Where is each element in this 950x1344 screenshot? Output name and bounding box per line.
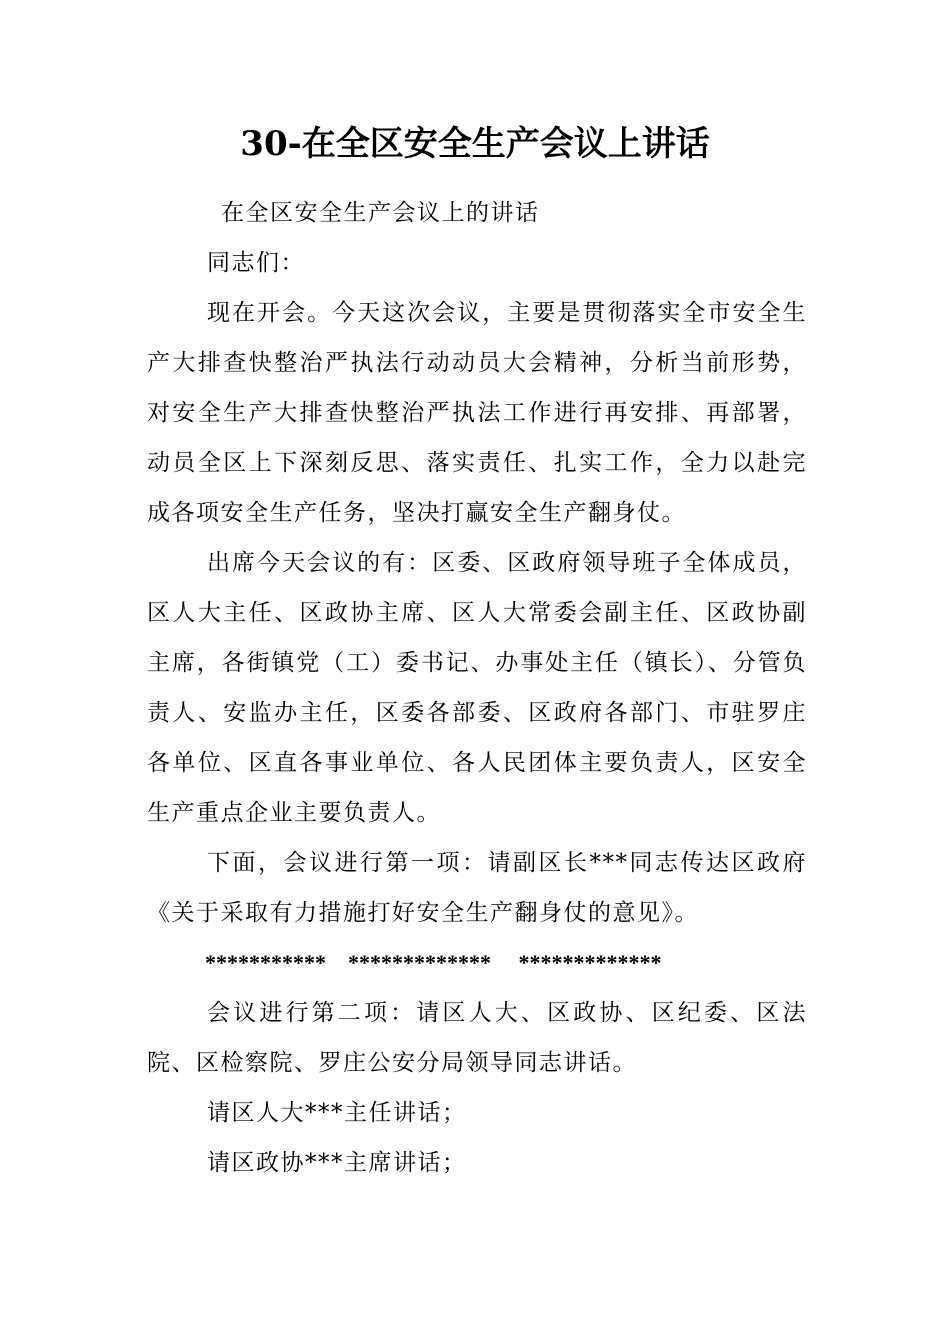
document-body bbox=[147, 188, 807, 1188]
speaker-line: 请区政协***主席讲话； bbox=[207, 1150, 467, 1176]
attendees-paragraph: 出席今天会议的有：区委、区政府领导班子全体成员，区人大主任、区政协主席、区人大常委会副主任、区政协副主席，各街镇党（工）委书记、办事处主任（镇长）、分管负责人、安监办主任，区委各部委、区政府各部门、市驻罗庄各单位、区直各事业单位、各人民团体主要负责人，区安全生产重点企业主要负责人。 bbox=[147, 550, 807, 826]
agenda-item-one-paragraph: 下面，会议进行第一项：请副区长***同志传达区政府《关于采取有力措施打好安全生产翻身仗的意见》。 bbox=[147, 850, 807, 926]
subtitle-paragraph: 在全区安全生产会议上的讲话 bbox=[221, 200, 540, 226]
salutation-paragraph: 同志们： bbox=[207, 250, 305, 276]
agenda-item-two-paragraph: 会议进行第二项：请区人大、区政协、区纪委、区法院、区检察院、罗庄公安分局领导同志讲话。 bbox=[147, 1000, 807, 1076]
speaker-line: 请区人大***主任讲话； bbox=[207, 1100, 467, 1126]
opening-paragraph: 现在开会。今天这次会议，主要是贯彻落实全市安全生产大排查快整治严执法行动动员大会精神，分析当前形势，对安全生产大排查快整治严执法工作进行再安排、再部署，动员全区上下深刻反思、落实责任、扎实工作，全力以赴完成各项安全生产任务，坚决打赢安全生产翻身仗。 bbox=[147, 300, 807, 526]
document-title: 30-在全区安全生产会议上讲话 bbox=[240, 124, 710, 164]
separator-stars: *********** ************* ************* bbox=[205, 950, 662, 975]
